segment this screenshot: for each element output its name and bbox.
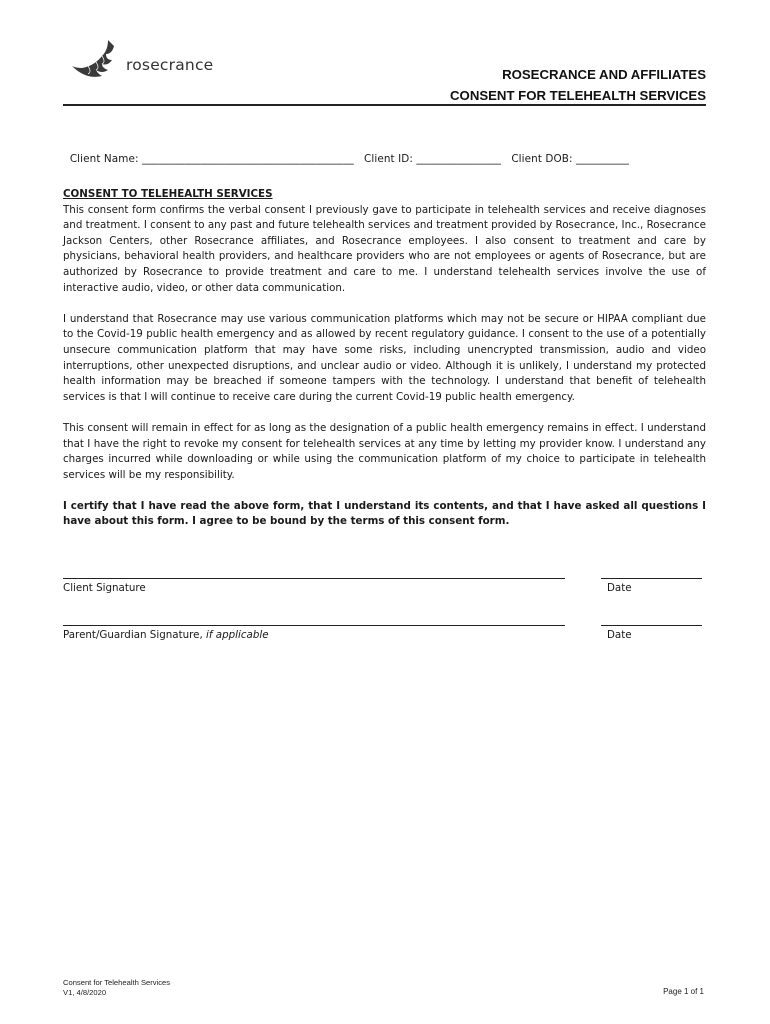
client-signature-label: Client Signature xyxy=(63,582,146,594)
client-name-field[interactable]: ________________________________________ xyxy=(141,153,354,165)
client-name-label: Client Name: xyxy=(69,153,142,165)
section-heading: CONSENT TO TELEHEALTH SERVICES xyxy=(63,188,273,200)
client-dob-field[interactable]: __________ xyxy=(576,153,629,165)
paragraph-consent: This consent form confirms the verbal consent I previously gave to participate in telehealth services and receive diagnoses and treatment. I consent to any past and future telehealth services and treatment provided by Rosecrance, Inc., Rosecrance Jackson Centers, other Rosecrance affiliates, and Rosecrance employees. I also consent to treatment and care by physicians, behavioral health providers, and healthcare providers who are not employees or agents of Rosecrance, but are authorized by Rosecrance to provide treatment and care to me. I understand telehealth services involve the use of interactive audio, video, or other data communication. xyxy=(63,203,706,294)
document-title xyxy=(450,64,706,106)
guardian-signature-line[interactable] xyxy=(63,625,565,626)
client-date-label: Date xyxy=(607,582,632,594)
footer-document-info xyxy=(63,978,170,998)
guardian-qualifier: if applicable xyxy=(206,629,269,641)
title-line-2: CONSENT FOR TELEHEALTH SERVICES xyxy=(450,88,706,103)
client-signature-line[interactable] xyxy=(63,578,565,579)
footer-version: V1, 4/8/2020 xyxy=(63,988,107,997)
header-divider xyxy=(63,104,706,106)
paragraph-duration: This consent will remain in effect for as long as the designation of a public health emergency remains in effect. I understand that I have the right to revoke my consent for telehealth services at any time by letting my provider know. I understand any charges incurred while downloading or while using the communication platform of my choice to participate in telehealth services will be my responsibility. xyxy=(63,421,706,481)
paragraph-platforms: I understand that Rosecrance may use various communication platforms which may not be secure or HIPAA compliant due to the Covid-19 public health emergency and as allowed by recent regulatory guidance. I consent to the use of a potentially unsecure communication platform that may have some risks, including unencrypted transmission, audio and video interruptions, other unexpected disruptions, and unclear audio or video. Although it is unlikely, I understand my protected health information may be breached if someone tampers with the technology. I understand that benefit of telehealth services is that I will continue to receive care during the current Covid-19 public health emergency. xyxy=(63,312,706,403)
client-id-field[interactable]: ________________ xyxy=(416,153,502,165)
footer-page-number: Page 1 of 1 xyxy=(663,987,704,996)
bird-wing-icon xyxy=(72,40,122,84)
guardian-label-text: Parent/Guardian Signature, xyxy=(63,629,207,641)
client-id-label: Client ID: xyxy=(364,153,417,165)
footer-doc-name: Consent for Telehealth Services xyxy=(63,978,171,987)
rosecrance-logo xyxy=(72,40,222,84)
logo-wordmark: rosecrance xyxy=(126,56,214,74)
title-line-1: ROSECRANCE AND AFFILIATES xyxy=(502,67,706,82)
client-dob-label: Client DOB: xyxy=(511,153,577,165)
certification-statement: I certify that I have read the above form, that I understand its contents, and that I have asked all questions I have about this form. I agree to be bound by the terms of this consent form. xyxy=(63,499,706,528)
client-info-fields xyxy=(63,141,629,165)
guardian-date-label: Date xyxy=(607,629,632,641)
consent-body xyxy=(63,187,706,530)
guardian-date-line[interactable] xyxy=(601,625,702,626)
guardian-signature-label xyxy=(63,629,269,641)
client-date-line[interactable] xyxy=(601,578,702,579)
